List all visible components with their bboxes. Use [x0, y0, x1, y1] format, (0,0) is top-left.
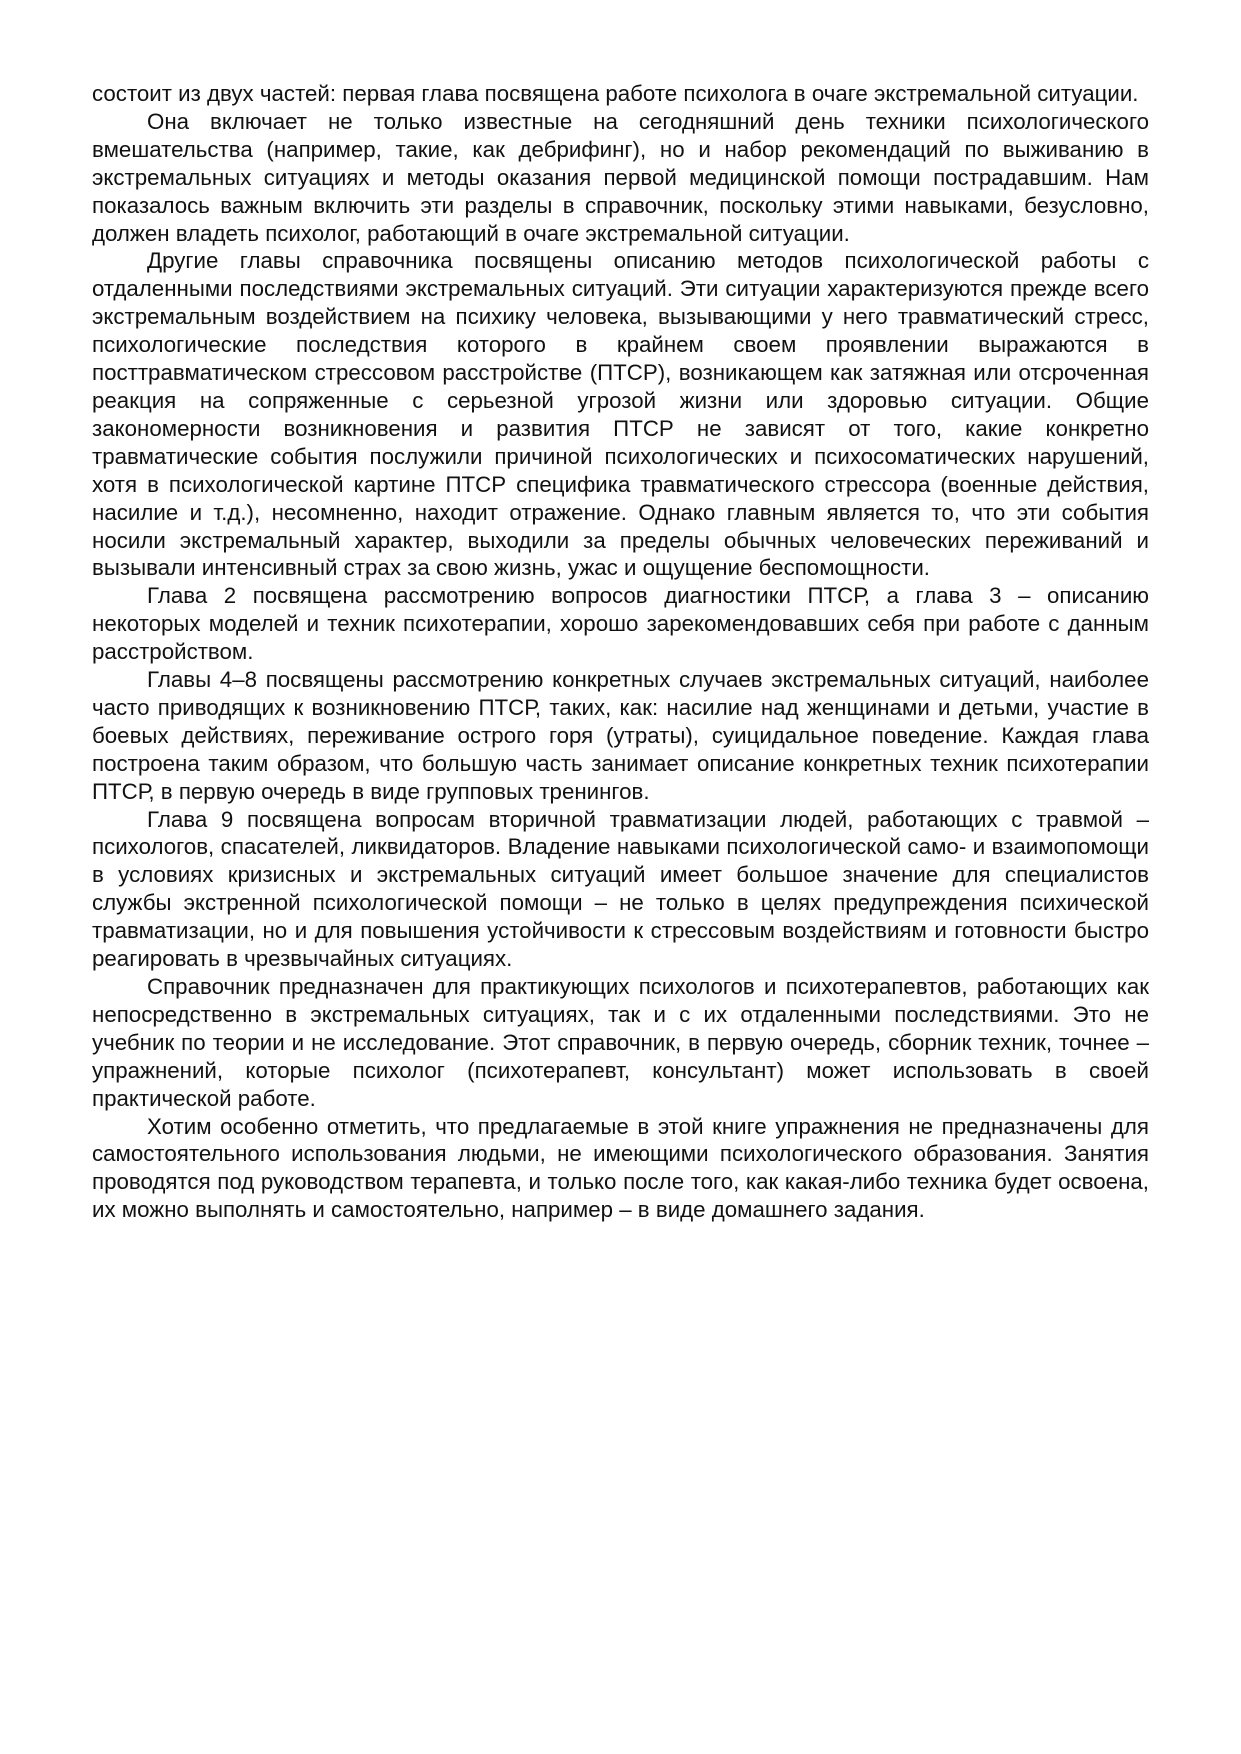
paragraph: Глава 2 посвящена рассмотрению вопросов диагностики ПТСР, а глава 3 – описанию некоторых моделей и техник психотерапии, хорошо зарекомендовавших себя при работе с данным расстройством.: [92, 583, 1149, 665]
paragraph-continuation: состоит из двух частей: первая глава посвящена работе психолога в очаге экстремальной ситуации.: [92, 81, 1139, 106]
paragraph: Глава 9 посвящена вопросам вторичной травматизации людей, работающих с травмой – психологов, спасателей, ликвидаторов. Владение навыками психологической само- и взаимопомощи в условиях кризисных и экстремальных ситуаций имеет большое значение для специалистов службы экстренной психологической помощи – не только в целях предупреждения психической травматизации, но и для повышения устойчивости к стрессовым воздействиям и готовности быстро реагировать в чрезвычайных ситуациях.: [92, 806, 1149, 972]
paragraph: Главы 4–8 посвящены рассмотрению конкретных случаев экстремальных ситуаций, наиболее часто приводящих к возникновению ПТСР, таких, как: насилие над женщинами и детьми, участие в боевых действиях, переживание острого горя (утраты), суицидальное поведение. Каждая глава построена таким образом, что большую часть занимает описание конкретных техник психотерапии ПТСР, в первую очередь в виде групповых тренингов.: [92, 667, 1149, 804]
paragraph: Хотим особенно отметить, что предлагаемые в этой книге упражнения не предназначены для самостоятельного использования людьми, не имеющими психологического образования. Занятия проводятся под руководством терапевта, и только после того, как какая-либо техника будет освоена, их можно выполнять и самостоятельно, например – в виде домашнего задания.: [92, 1113, 1149, 1223]
paragraph: Другие главы справочника посвящены описанию методов психологической работы с отдаленными последствиями экстремальных ситуаций. Эти ситуации характеризуются прежде всего экстремальным воздействием на психику человека, вызывающими у него травматический стресс, психологические последствия которого в крайнем своем проявлении выражаются в посттравматическом стрессовом расстройстве (ПТСР), возникающем как затяжная или отсроченная реакция на сопряженные с серьезной угрозой жизни или здоровью ситуации. Общие закономерности возникновения и развития ПТСР не зависят от того, какие конкретно травматические события послужили причиной психологических и психосоматических нарушений, хотя в психологической картине ПТСР специфика травматического стрессора (военные действия, насилие и т.д.), несомненно, находит отражение. Однако главным является то, что эти события носили экстремальный характер, выходили за пределы обычных человеческих переживаний и вызывали интенсивный страх за свою жизнь, ужас и ощущение беспомощности.: [92, 248, 1149, 581]
paragraph: Она включает не только известные на сегодняшний день техники психологического вмешательства (например, такие, как дебрифинг), но и набор рекомендаций по выживанию в экстремальных ситуациях и методы оказания первой медицинской помощи пострадавшим. Нам показалось важным включить эти разделы в справочник, поскольку этими навыками, безусловно, должен владеть психолог, работающий в очаге экстремальной ситуации.: [92, 108, 1149, 246]
paragraph: Справочник предназначен для практикующих психологов и психотерапевтов, работающих как непосредственно в экстремальных ситуациях, так и с их отдаленными последствиями. Это не учебник по теории и не исследование. Этот справочник, в первую очередь, сборник техник, точнее – упражнений, которые психолог (психотерапевт, консультант) может использовать в своей практической работе.: [92, 974, 1149, 1111]
document-page: [92, 80, 1149, 1224]
